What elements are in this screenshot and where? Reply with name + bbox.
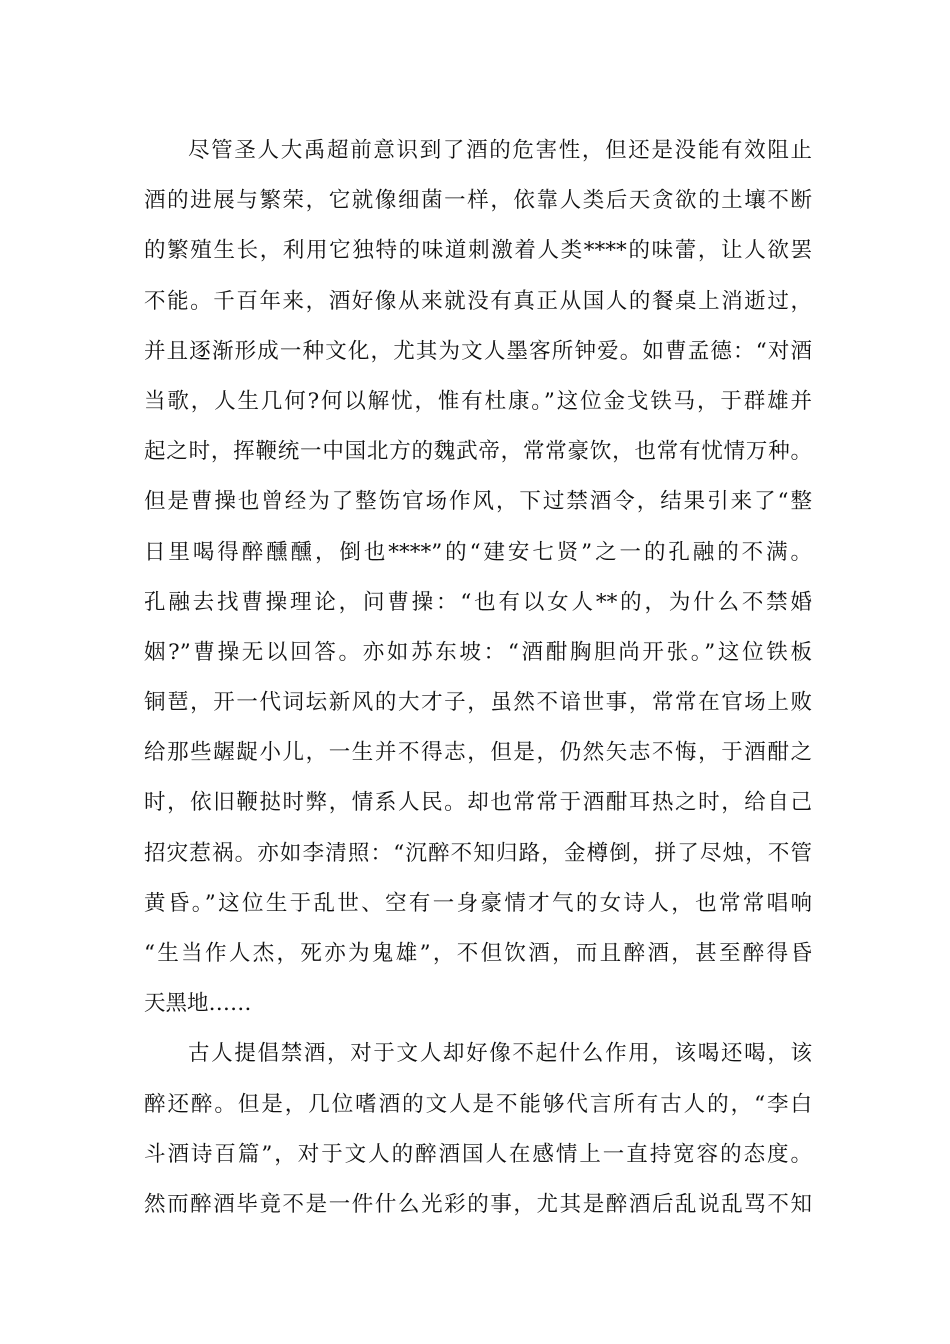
text-line: 招灾惹祸。亦如李清照：“沉醉不知归路，金樽倒，拼了尽烛，不管 bbox=[144, 840, 812, 866]
text-line: 给那些龌龊小儿，一生并不得志，但是，仍然矢志不悔，于酒酣之 bbox=[144, 740, 812, 766]
text-line: “生当作人杰，死亦为鬼雄”，不但饮酒，而且醉酒，甚至醉得昏 bbox=[144, 941, 812, 966]
text-line: 孔融去找曹操理论，问曹操：“也有以女人**的，为什么不禁婚 bbox=[144, 589, 812, 615]
text-line: 黄昏。”这位生于乱世、空有一身豪情才气的女诗人，也常常唱响 bbox=[144, 890, 812, 916]
text-line: 醉还醉。但是，几位嗜酒的文人是不能够代言所有古人的，“李白 bbox=[144, 1091, 812, 1117]
paragraph-1 bbox=[144, 126, 812, 1029]
text-line: 姻?”曹操无以回答。亦如苏东坡：“酒酣胸胆尚开张。”这位铁板 bbox=[144, 639, 812, 665]
text-line: 但是曹操也曾经为了整饬官场作风，下过禁酒令，结果引来了“整 bbox=[144, 489, 812, 515]
text-line: 不能。千百年来，酒好像从来就没有真正从国人的餐桌上消逝过， bbox=[144, 288, 812, 314]
text-line: 斗酒诗百篇”，对于文人的醉酒国人在感情上一直持宽容的态度。 bbox=[144, 1141, 812, 1167]
text-line: 古人提倡禁酒，对于文人却好像不起什么作用，该喝还喝，该 bbox=[188, 1041, 812, 1067]
text-line: 的繁殖生长，利用它独特的味道刺激着人类****的味蕾，让人欲罢 bbox=[144, 238, 812, 264]
text-line: 尽管圣人大禹超前意识到了酒的危害性，但还是没能有效阻止 bbox=[188, 138, 812, 163]
text-line: 起之时，挥鞭统一中国北方的魏武帝，常常豪饮，也常有忧情万种。 bbox=[144, 439, 812, 465]
text-line: 当歌，人生几何?何以解忧，惟有杜康。”这位金戈铁马，于群雄并 bbox=[144, 388, 812, 414]
paragraph-2 bbox=[144, 1029, 812, 1230]
document-body bbox=[144, 126, 812, 1230]
text-line: 天黑地…… bbox=[144, 991, 252, 1017]
text-line: 并且逐渐形成一种文化，尤其为文人墨客所钟爱。如曹孟德：“对酒 bbox=[144, 338, 812, 364]
text-line: 时，依旧鞭挞时弊，情系人民。却也常常于酒酣耳热之时，给自己 bbox=[144, 790, 812, 816]
text-line: 铜琶，开一代词坛新风的大才子，虽然不谙世事，常常在官场上败 bbox=[144, 690, 812, 716]
text-line: 酒的进展与繁荣，它就像细菌一样，依靠人类后天贪欲的土壤不断 bbox=[144, 188, 812, 214]
text-line: 日里喝得醉醺醺，倒也****”的“建安七贤”之一的孔融的不满。 bbox=[144, 539, 812, 565]
text-line: 然而醉酒毕竟不是一件什么光彩的事，尤其是醉酒后乱说乱骂不知 bbox=[144, 1191, 812, 1217]
